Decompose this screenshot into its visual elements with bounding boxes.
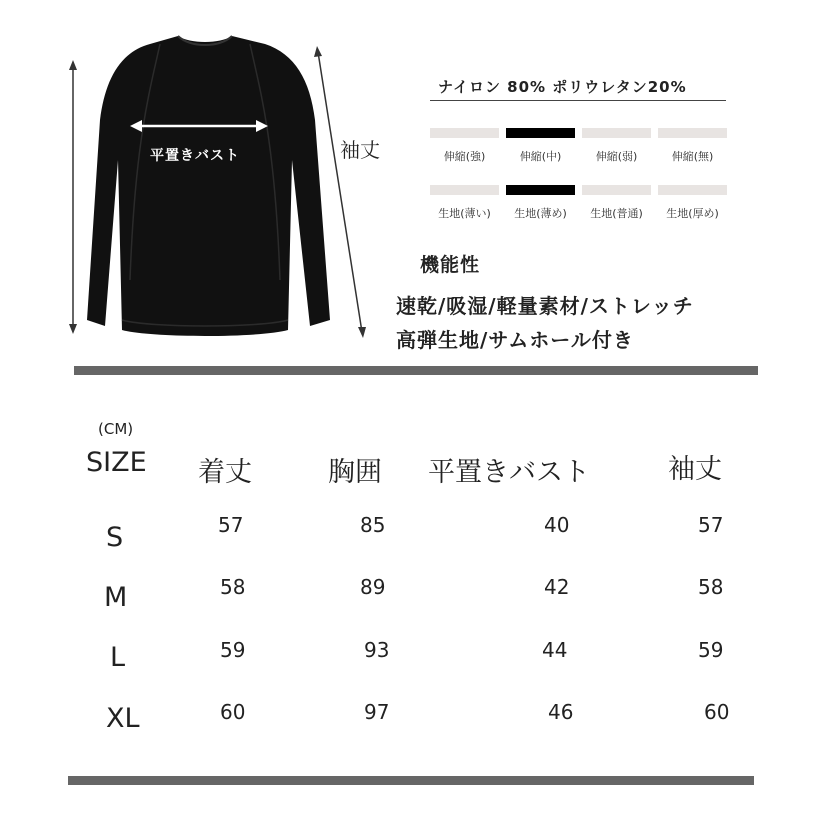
stretch-scale [428,128,732,164]
stretch-option [428,128,501,164]
size-cell: M [104,582,128,613]
length-arrow [69,60,77,334]
header-chest: 胸囲 [328,457,382,488]
size-cell: XL [106,703,140,734]
stretch-label: 伸縮(無) [671,150,714,163]
header-length: 着丈 [198,457,252,488]
sleeve-cell: 58 [698,575,724,599]
features-line-2: 高弾生地/サムホール付き [396,328,634,352]
chest-cell: 93 [364,638,390,662]
shirt-illustration [60,30,380,360]
features-line-1: 速乾/吸湿/軽量素材/ストレッチ [396,294,694,318]
thickness-label: 生地(普通) [590,207,643,220]
stretch-bar [582,128,651,138]
stretch-option [580,128,653,164]
stretch-bar [430,128,499,138]
sleeve-cell: 59 [698,638,724,662]
divider-top [74,366,758,375]
stretch-label: 伸縮(弱) [595,150,638,163]
sleeve-measure-label: 袖丈 [340,138,380,162]
length-cell: 59 [220,638,246,662]
thickness-bar [582,185,651,195]
thickness-option [504,185,577,221]
divider-bottom [68,776,754,785]
sleeve-cell: 60 [704,700,730,724]
bust-flat-cell: 40 [544,513,570,537]
thickness-scale [428,185,732,221]
material-underline [430,100,726,101]
length-cell: 58 [220,575,246,599]
stretch-label: 伸縮(強) [443,150,486,163]
size-cell: S [106,522,124,553]
thickness-option [580,185,653,221]
stretch-bar-active [506,128,575,138]
thickness-label: 生地(厚め) [666,207,719,220]
bust-flat-cell: 42 [544,575,570,599]
bust-flat-cell: 44 [542,638,568,662]
length-cell: 60 [220,700,246,724]
stretch-bar [658,128,727,138]
chest-cell: 97 [364,700,390,724]
bust-flat-cell: 46 [548,700,574,724]
stretch-option [504,128,577,164]
thickness-bar-active [506,185,575,195]
header-bust-flat: 平置きバスト [428,457,590,488]
header-size: SIZE [86,447,147,478]
size-cell: L [110,642,126,673]
shirt-silhouette [87,36,330,336]
thickness-label: 生地(薄い) [438,207,491,220]
unit-label: (CM) [98,420,134,438]
thickness-label: 生地(薄め) [514,207,567,220]
stretch-option [656,128,729,164]
chest-cell: 85 [360,513,386,537]
thickness-bar [658,185,727,195]
material-composition: ナイロン 80% ポリウレタン20% [438,78,687,96]
thickness-option [428,185,501,221]
thickness-option [656,185,729,221]
features-title: 機能性 [420,254,481,276]
thickness-bar [430,185,499,195]
sleeve-cell: 57 [698,513,724,537]
length-cell: 57 [218,513,244,537]
header-sleeve: 袖丈 [668,454,722,485]
bust-measure-label: 平置きバスト [150,148,240,164]
chest-cell: 89 [360,575,386,599]
stretch-label: 伸縮(中) [519,150,562,163]
